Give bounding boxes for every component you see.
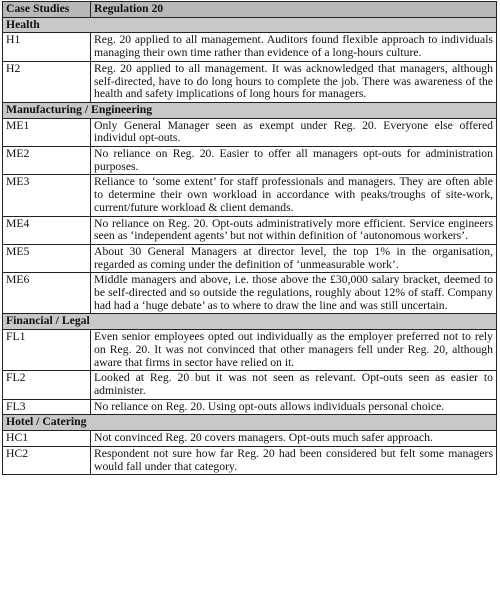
- case-studies-document: [2, 1, 496, 475]
- section-row: [3, 314, 497, 330]
- regulation-note: Not convinced Reg. 20 covers managers. Opt-outs much safer approach.: [91, 431, 497, 447]
- section-title: Financial / Legal: [3, 314, 497, 330]
- table-header-row: [3, 2, 497, 18]
- table-row: [3, 147, 497, 175]
- case-id: ME4: [3, 216, 91, 244]
- regulation-note: Even senior employees opted out individually as the employer preferred not to rely on Reg. 20. It was not convinced that other managers fell under Reg. 20, although aware that firms in sector have relied on it.: [91, 330, 497, 371]
- table-row: [3, 244, 497, 272]
- section-title: Hotel / Catering: [3, 415, 497, 431]
- section-row: [3, 102, 497, 118]
- table-row: [3, 216, 497, 244]
- regulation-note: About 30 General Managers at director level, the top 1% in the organisation, regarded as coming under the definition of ‘unmeasurable work’.: [91, 244, 497, 272]
- regulation-note: Middle managers and above, i.e. those above the £30,000 salary bracket, deemed to be self-directed and so outside the regulations, roughly about 12% of staff. Company had had a ‘huge debate’ as to where to draw the line and was still uncertain.: [91, 273, 497, 314]
- case-id: FL2: [3, 371, 91, 399]
- table-row: [3, 399, 497, 415]
- regulation-20-table: [2, 1, 497, 475]
- case-id: FL3: [3, 399, 91, 415]
- table-row: [3, 118, 497, 146]
- table-row: [3, 175, 497, 216]
- header-case-studies: Case Studies: [3, 2, 91, 18]
- case-id: ME3: [3, 175, 91, 216]
- header-regulation-20: Regulation 20: [91, 2, 497, 18]
- case-id: HC2: [3, 446, 91, 474]
- regulation-note: Respondent not sure how far Reg. 20 had been considered but felt some managers would fall under that category.: [91, 446, 497, 474]
- case-id: ME1: [3, 118, 91, 146]
- regulation-note: No reliance on Reg. 20. Using opt-outs allows individuals personal choice.: [91, 399, 497, 415]
- table-row: [3, 446, 497, 474]
- regulation-note: Only General Manager seen as exempt under Reg. 20. Everyone else offered individul opt-outs.: [91, 118, 497, 146]
- regulation-note: Reg. 20 applied to all management. Auditors found flexible approach to individuals managing their own time rather than evidence of a long-hours culture.: [91, 33, 497, 61]
- table-row: [3, 371, 497, 399]
- case-id: HC1: [3, 431, 91, 447]
- table-row: [3, 330, 497, 371]
- regulation-note: No reliance on Reg. 20. Easier to offer all managers opt-outs for administration purposes.: [91, 147, 497, 175]
- regulation-note: Reliance to ‘some extent’ for staff professionals and managers. They are often able to determine their own workload in accordance with peaks/troughs of site-work, current/future workload & client demands.: [91, 175, 497, 216]
- table-row: [3, 61, 497, 102]
- case-id: ME6: [3, 273, 91, 314]
- table-row: [3, 33, 497, 61]
- section-title: Manufacturing / Engineering: [3, 102, 497, 118]
- case-id: H1: [3, 33, 91, 61]
- regulation-note: No reliance on Reg. 20. Opt-outs administratively more efficient. Service engineers seen as ‘independent agents’ but not within definition of ‘autonomous workers’.: [91, 216, 497, 244]
- section-row: [3, 17, 497, 33]
- table-row: [3, 431, 497, 447]
- section-title: Health: [3, 17, 497, 33]
- regulation-note: Looked at Reg. 20 but it was not seen as relevant. Opt-outs seen as easier to administer.: [91, 371, 497, 399]
- table-row: [3, 273, 497, 314]
- regulation-note: Reg. 20 applied to all management. It was acknowledged that managers, although self-directed, have to do long hours to complete the job. There was awareness of the health and safety implications of long hours for managers.: [91, 61, 497, 102]
- section-row: [3, 415, 497, 431]
- table-body: [3, 17, 497, 475]
- case-id: FL1: [3, 330, 91, 371]
- case-id: ME2: [3, 147, 91, 175]
- case-id: ME5: [3, 244, 91, 272]
- case-id: H2: [3, 61, 91, 102]
